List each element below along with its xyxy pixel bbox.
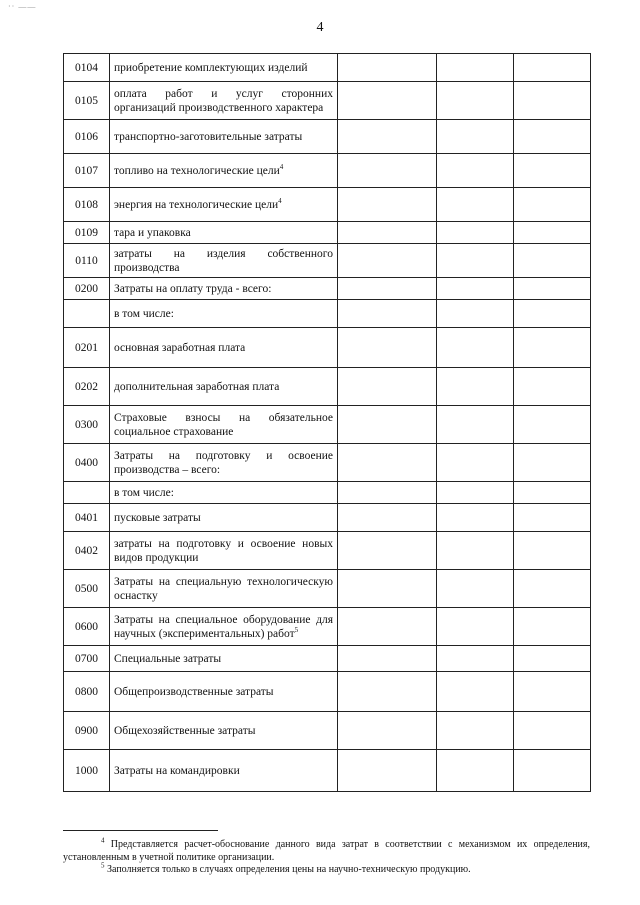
row-code: 0202: [64, 368, 110, 406]
empty-value-cell: [437, 328, 514, 368]
empty-value-cell: [338, 328, 437, 368]
empty-value-cell: [437, 608, 514, 646]
table-row: [64, 646, 591, 672]
table-row: [64, 608, 591, 646]
empty-value-cell: [437, 82, 514, 120]
empty-value-cell: [437, 406, 514, 444]
cost-table: [63, 53, 591, 792]
row-description: Затраты на специальную технологическую оснастку: [110, 570, 338, 608]
row-code: 0402: [64, 532, 110, 570]
table-row: [64, 712, 591, 750]
empty-value-cell: [514, 244, 591, 278]
empty-value-cell: [514, 300, 591, 328]
empty-value-cell: [514, 222, 591, 244]
footnote-4: $^4$ Представляется расчет-обоснование данного вида затрат в соответствии с механизмом их определения, установленным в учетной политике организации.: [63, 836, 591, 863]
empty-value-cell: [338, 672, 437, 712]
empty-value-cell: [437, 750, 514, 792]
empty-value-cell: [437, 532, 514, 570]
empty-value-cell: [338, 154, 437, 188]
row-description: Затраты на подготовку и освоение производства – всего:: [110, 444, 338, 482]
table-row: [64, 750, 591, 792]
row-code: 0700: [64, 646, 110, 672]
corner-mark: ·· ——: [8, 2, 37, 11]
empty-value-cell: [338, 278, 437, 300]
empty-value-cell: [514, 672, 591, 712]
row-description: тара и упаковка: [110, 222, 338, 244]
empty-value-cell: [338, 570, 437, 608]
row-code: 0401: [64, 504, 110, 532]
row-code: 0104: [64, 54, 110, 82]
table-row: [64, 222, 591, 244]
row-code: 1000: [64, 750, 110, 792]
empty-value-cell: [437, 120, 514, 154]
empty-value-cell: [338, 504, 437, 532]
empty-value-cell: [437, 54, 514, 82]
row-description: Затраты на специальное оборудование для научных (экспериментальных) работ$^5$: [110, 608, 338, 646]
empty-value-cell: [338, 120, 437, 154]
row-description: энергия на технологические цели$^4$: [110, 188, 338, 222]
footnote-5: $^5$ Заполняется только в случаях определения цены на научно-техническую продукцию.: [101, 861, 471, 875]
empty-value-cell: [338, 54, 437, 82]
empty-value-cell: [437, 444, 514, 482]
empty-value-cell: [338, 406, 437, 444]
empty-value-cell: [338, 300, 437, 328]
empty-value-cell: [437, 672, 514, 712]
row-description: Общехозяйственные затраты: [110, 712, 338, 750]
row-description: в том числе:: [110, 300, 338, 328]
row-code: 0400: [64, 444, 110, 482]
row-code: 0108: [64, 188, 110, 222]
empty-value-cell: [338, 188, 437, 222]
row-description: дополнительная заработная плата: [110, 368, 338, 406]
empty-value-cell: [437, 646, 514, 672]
empty-value-cell: [338, 444, 437, 482]
table-row: [64, 504, 591, 532]
table-row: [64, 328, 591, 368]
empty-value-cell: [338, 82, 437, 120]
empty-value-cell: [514, 368, 591, 406]
row-description: Общепроизводственные затраты: [110, 672, 338, 712]
empty-value-cell: [514, 188, 591, 222]
row-code: 0106: [64, 120, 110, 154]
table-row: [64, 368, 591, 406]
empty-value-cell: [437, 504, 514, 532]
table-row: [64, 120, 591, 154]
empty-value-cell: [514, 406, 591, 444]
table-row: [64, 300, 591, 328]
row-code: 0600: [64, 608, 110, 646]
empty-value-cell: [514, 444, 591, 482]
row-description: пусковые затраты: [110, 504, 338, 532]
row-description: в том числе:: [110, 482, 338, 504]
table-row: [64, 672, 591, 712]
row-description: затраты на изделия собственного производства: [110, 244, 338, 278]
row-description: Затраты на оплату труда - всего:: [110, 278, 338, 300]
empty-value-cell: [437, 222, 514, 244]
empty-value-cell: [514, 646, 591, 672]
empty-value-cell: [338, 222, 437, 244]
empty-value-cell: [437, 482, 514, 504]
empty-value-cell: [338, 646, 437, 672]
row-description: затраты на подготовку и освоение новых видов продукции: [110, 532, 338, 570]
table-row: [64, 444, 591, 482]
empty-value-cell: [514, 54, 591, 82]
empty-value-cell: [514, 154, 591, 188]
empty-value-cell: [437, 154, 514, 188]
row-description: транспортно-заготовительные затраты: [110, 120, 338, 154]
table-row: [64, 82, 591, 120]
empty-value-cell: [338, 608, 437, 646]
empty-value-cell: [338, 712, 437, 750]
empty-value-cell: [514, 328, 591, 368]
table-row: [64, 154, 591, 188]
empty-value-cell: [437, 188, 514, 222]
row-description: топливо на технологические цели$^4$: [110, 154, 338, 188]
empty-value-cell: [437, 570, 514, 608]
empty-value-cell: [437, 368, 514, 406]
empty-value-cell: [338, 368, 437, 406]
table-row: [64, 54, 591, 82]
empty-value-cell: [514, 120, 591, 154]
table-row: [64, 278, 591, 300]
row-description: приобретение комплектующих изделий: [110, 54, 338, 82]
empty-value-cell: [338, 244, 437, 278]
empty-value-cell: [437, 300, 514, 328]
page-number: 4: [316, 20, 324, 35]
row-description: Страховые взносы на обязательное социальное страхование: [110, 406, 338, 444]
row-code: 0105: [64, 82, 110, 120]
row-description: оплата работ и услуг сторонних организаций производственного характера: [110, 82, 338, 120]
empty-value-cell: [514, 750, 591, 792]
row-description: Специальные затраты: [110, 646, 338, 672]
row-code: 0800: [64, 672, 110, 712]
row-code: 0300: [64, 406, 110, 444]
empty-value-cell: [437, 278, 514, 300]
table-row: [64, 570, 591, 608]
row-code: 0107: [64, 154, 110, 188]
empty-value-cell: [437, 712, 514, 750]
row-code: [64, 300, 110, 328]
row-code: 0109: [64, 222, 110, 244]
table-row: [64, 406, 591, 444]
table-row: [64, 188, 591, 222]
empty-value-cell: [514, 504, 591, 532]
empty-value-cell: [338, 532, 437, 570]
empty-value-cell: [514, 532, 591, 570]
empty-value-cell: [338, 750, 437, 792]
empty-value-cell: [514, 608, 591, 646]
row-code: 0500: [64, 570, 110, 608]
table-row: [64, 532, 591, 570]
row-code: 0900: [64, 712, 110, 750]
empty-value-cell: [514, 712, 591, 750]
row-code: 0200: [64, 278, 110, 300]
row-code: 0110: [64, 244, 110, 278]
empty-value-cell: [514, 82, 591, 120]
row-description: Затраты на командировки: [110, 750, 338, 792]
footnotes: [63, 836, 591, 877]
empty-value-cell: [338, 482, 437, 504]
empty-value-cell: [437, 244, 514, 278]
row-code: 0201: [64, 328, 110, 368]
table-row: [64, 244, 591, 278]
empty-value-cell: [514, 278, 591, 300]
table-row: [64, 482, 591, 504]
empty-value-cell: [514, 570, 591, 608]
row-description: основная заработная плата: [110, 328, 338, 368]
row-code: [64, 482, 110, 504]
footnote-rule: [63, 830, 218, 831]
empty-value-cell: [514, 482, 591, 504]
